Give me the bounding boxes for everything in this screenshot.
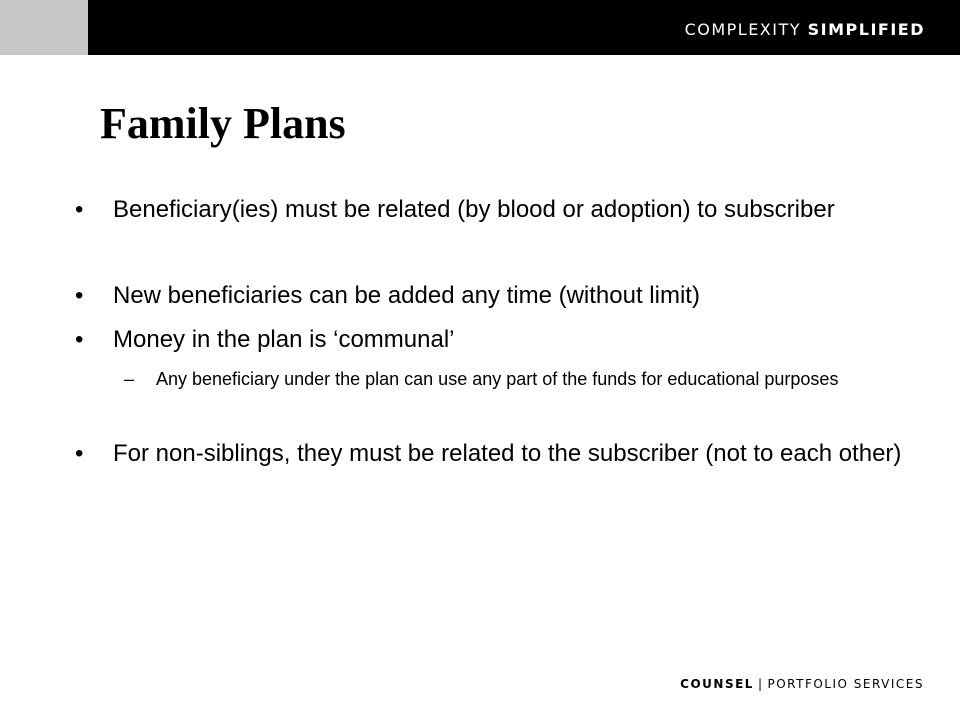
header-accent-block [0, 0, 88, 55]
tagline-simplified: SIMPLIFIED [807, 20, 925, 39]
footer-separator: | [757, 677, 764, 691]
footer-brand-counsel: COUNSEL [680, 677, 754, 691]
bullet-item [75, 323, 915, 357]
bullet-item [75, 437, 915, 471]
sub-bullet-marker: – [124, 369, 135, 389]
bullet-text: Beneficiary(ies) must be related (by blood or adoption) to subscriber [113, 196, 835, 223]
bullet-text: Money in the plan is ‘communal’ [113, 326, 455, 353]
sub-bullet-text: Any beneficiary under the plan can use any part of the funds for educational purposes [156, 369, 839, 389]
bullet-text: New beneficiaries can be added any time (without limit) [113, 282, 700, 309]
bullet-text: For non-siblings, they must be related to the subscriber (not to each other) [113, 440, 902, 467]
footer-logo [680, 677, 924, 691]
bullet-item [75, 279, 915, 313]
bullet-marker: • [75, 326, 84, 353]
bullet-item [75, 193, 915, 227]
bullet-marker: • [75, 440, 84, 467]
sub-bullet-item [124, 367, 884, 392]
bullet-marker: • [75, 196, 84, 223]
bullet-marker: • [75, 282, 84, 309]
tagline-complexity: COMPLEXITY [684, 20, 802, 39]
slide-title: Family Plans [100, 99, 346, 148]
header-tagline [685, 20, 925, 39]
header-bar [88, 0, 960, 55]
footer-brand-portfolio-services: PORTFOLIO SERVICES [767, 677, 924, 691]
